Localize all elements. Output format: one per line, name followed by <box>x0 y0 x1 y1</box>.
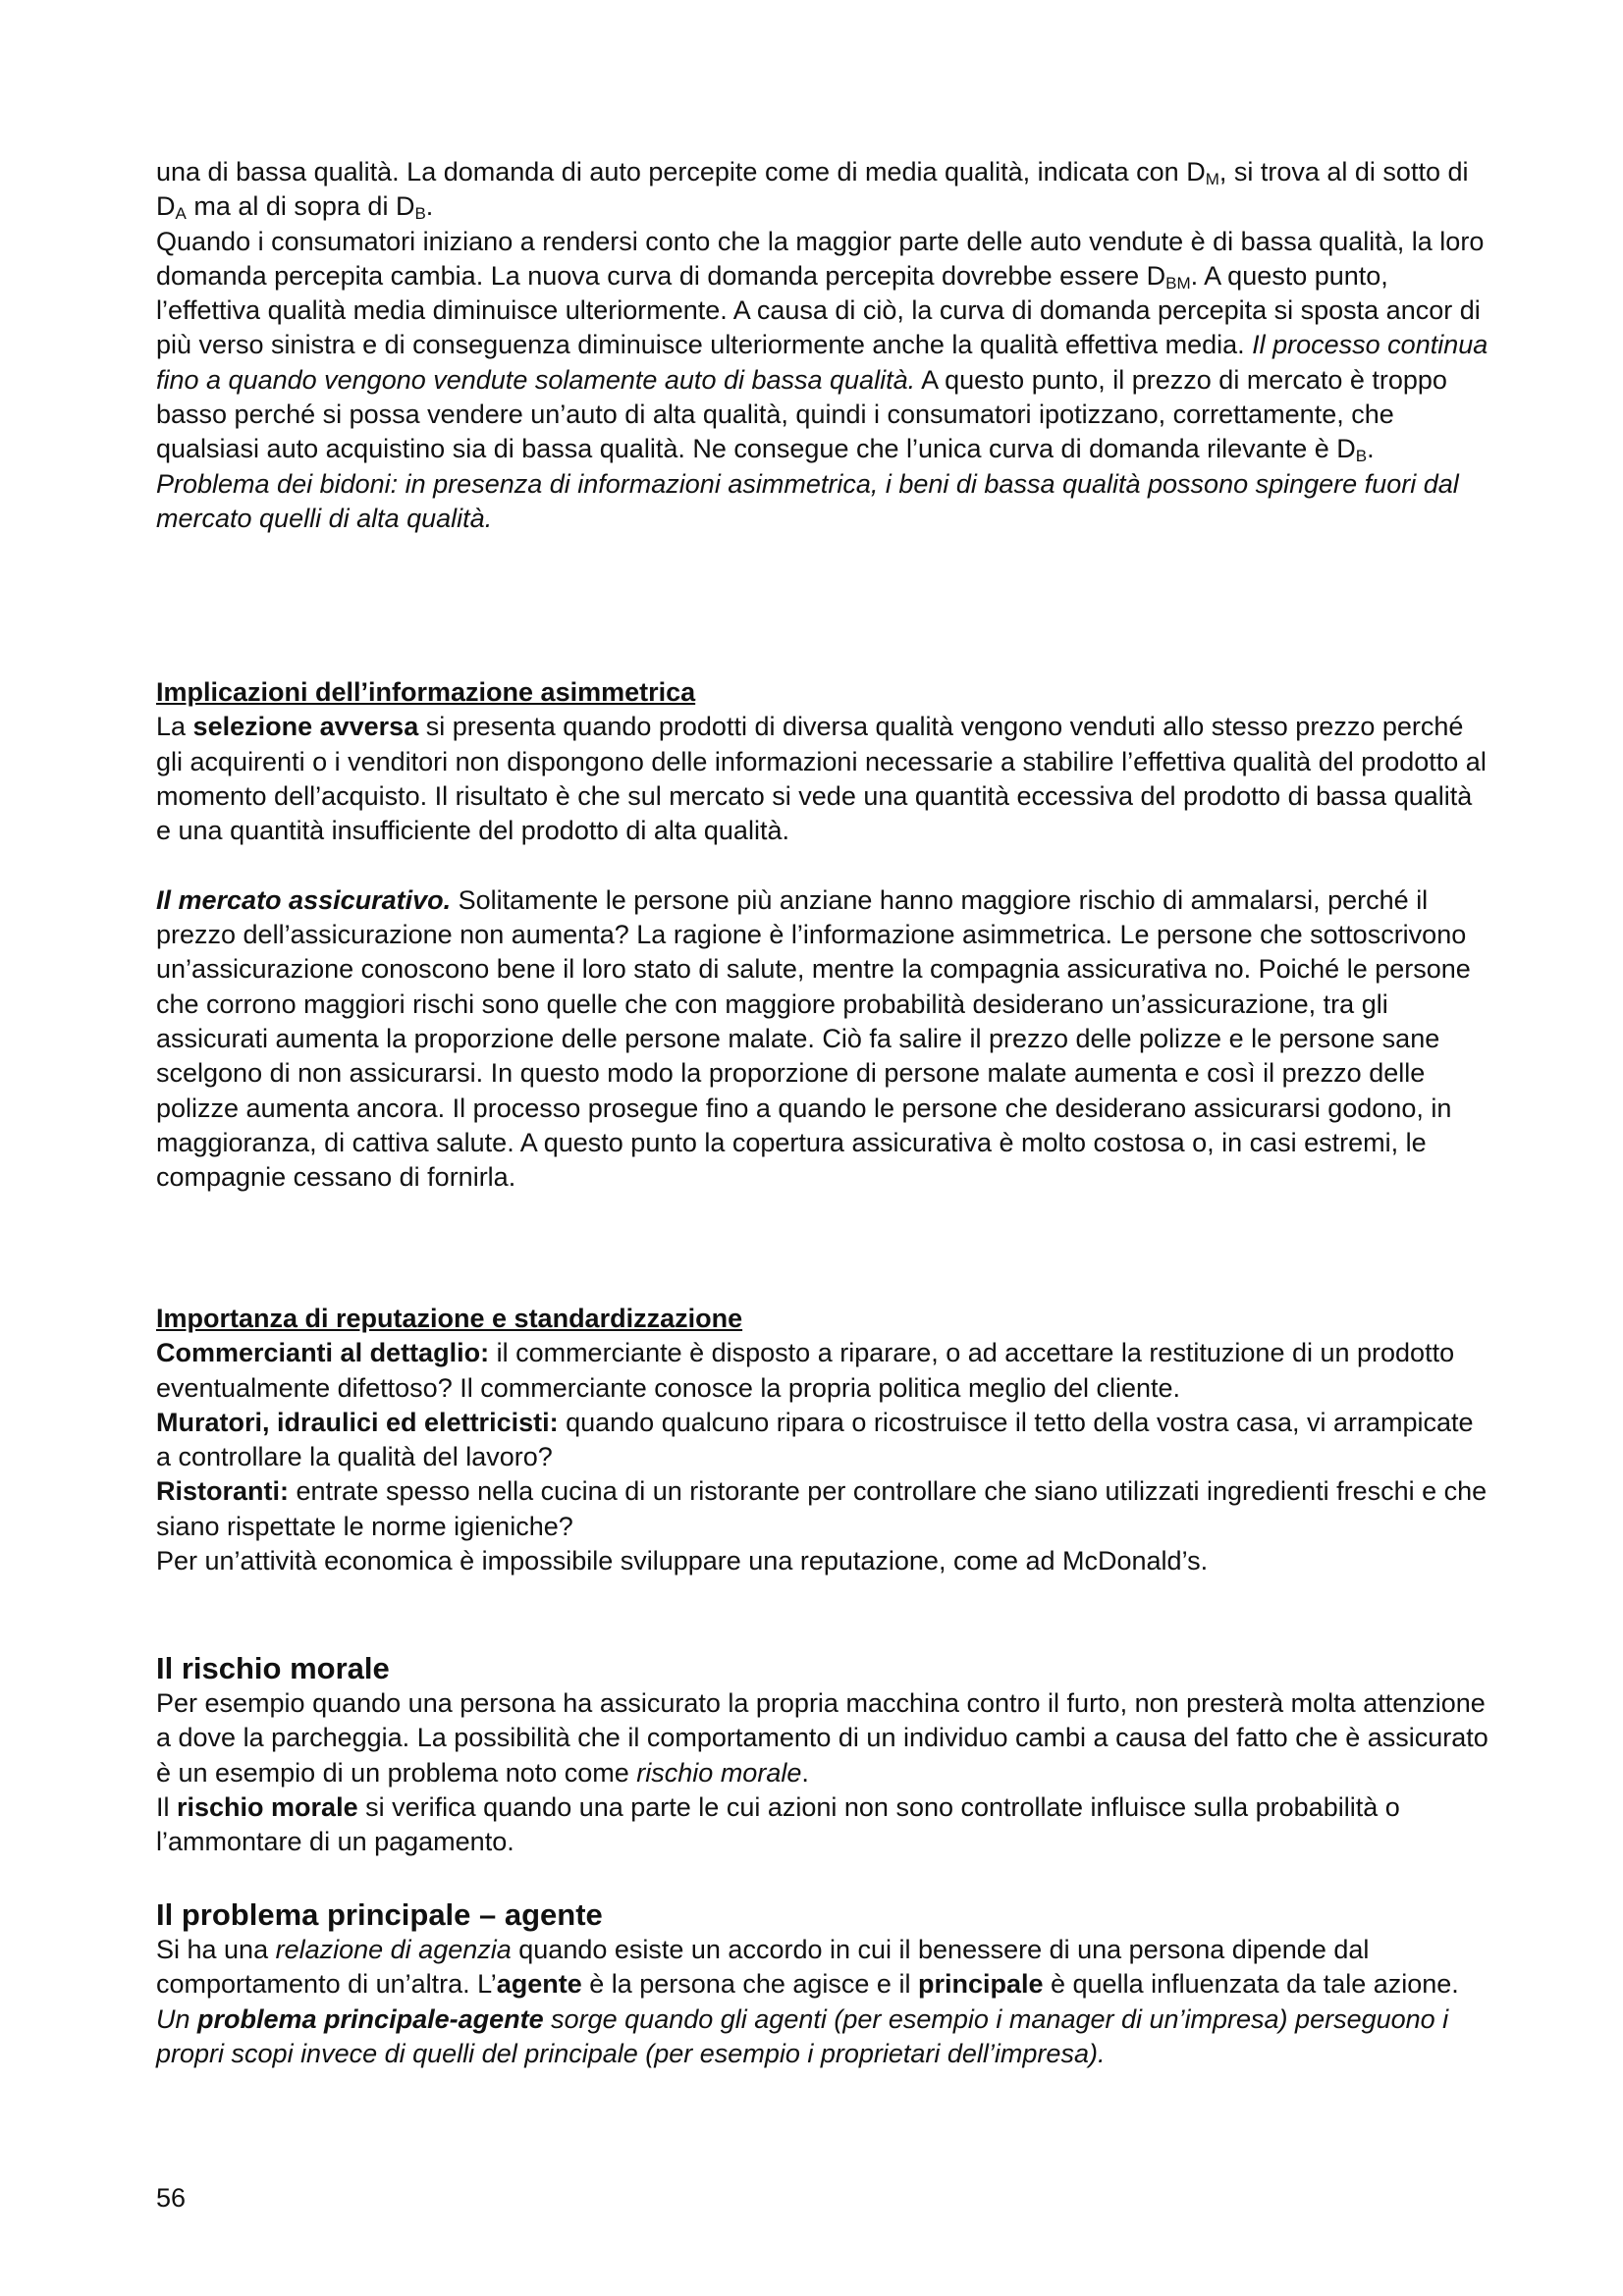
paragraph <box>156 155 1493 225</box>
text: Per esempio quando una persona ha assicurato la propria macchina contro il furto, non presterà molta attenzione a dove la parcheggia. La possibilità che il comportamento di un individuo cambi a causa del fatto che è assicurato è un esempio di un problema noto come <box>156 1688 1488 1788</box>
text: una di bassa qualità. La domanda di auto percepite come di media qualità, indicata con D <box>156 157 1206 187</box>
bold-text: principale <box>917 1969 1044 2000</box>
paragraph <box>156 1686 1493 1790</box>
text: . A questo punto, l’effettiva qualità media diminuisce ulteriormente. A causa di ciò, la curva di domanda percepita si sposta ancor di più verso sinistra e di conseguenza diminuisce ulteriormente anche la qualità effettiva media. <box>156 260 1481 360</box>
section-principal-agent <box>156 1897 1493 2071</box>
text: è la persona che agisce e il <box>581 1969 918 2000</box>
text: è quella influenzata da tale azione. <box>1043 1969 1459 2000</box>
bold-text: Ristoranti: <box>156 1476 289 1507</box>
bold-text: Muratori, idraulici ed elettricisti: <box>156 1407 559 1437</box>
subscript: M <box>1205 170 1219 188</box>
section-asymmetric-info <box>156 675 1493 1195</box>
bold-text: agente <box>496 1969 582 2000</box>
bold-italic-text: Il mercato assicurativo. <box>156 884 452 915</box>
section-heading: Importanza di reputazione e standardizzazione <box>156 1304 743 1333</box>
text: . <box>1367 434 1375 464</box>
italic-text: Problema dei bidoni: in presenza di informazioni asimmetrica, i beni di bassa qualità possono spingere fuori dal mercato quelli di alta qualità. <box>156 468 1459 533</box>
subscript: A <box>175 204 187 224</box>
paragraph <box>156 883 1493 1196</box>
section-lemons <box>156 155 1493 536</box>
text: quando qualcuno ripara o ricostruisce il tetto della vostra casa, vi arrampicate a controllare la qualità del lavoro? <box>156 1407 1474 1472</box>
paragraph <box>156 710 1493 848</box>
section-moral-hazard <box>156 1651 1493 1859</box>
text: il commerciante è disposto a riparare, o ad accettare la restituzione di un prodotto eventualmente difettoso? Il commerciante conosce la propria politica meglio del cliente. <box>156 1338 1455 1403</box>
text: si presenta quando prodotti di diversa qualità vengono venduti allo stesso prezzo perché gli acquirenti o i venditori non dispongono delle informazioni necessarie a stabilire l’effettiva qualità del prodotto al momento dell’acquisto. Il risultato è che sul mercato si vede una quantità eccessiva del prodotto di bassa qualità e una quantità insufficiente del prodotto di alta qualità. <box>156 712 1487 846</box>
text: Quando i consumatori iniziano a rendersi conto che la maggior parte delle auto vendute è di bassa qualità, la loro domanda percepita cambia. La nuova curva di domanda percepita dovrebbe essere D <box>156 226 1485 291</box>
page-number: 56 <box>156 2183 187 2213</box>
italic-text: rischio morale <box>636 1757 802 1788</box>
bold-text: rischio morale <box>177 1791 358 1822</box>
italic-text: Il processo continua fino a quando vengono vendute solamente auto di bassa qualità. <box>156 330 1488 395</box>
text: , si trova al di sotto di D <box>156 157 1469 222</box>
subscript: B <box>414 204 426 224</box>
paragraph <box>156 1336 1493 1406</box>
text: . <box>425 191 434 222</box>
section-heading: Il rischio morale <box>156 1651 390 1685</box>
paragraph <box>156 1790 1493 1860</box>
subscript: B <box>1355 447 1368 466</box>
section-heading: Implicazioni dell’informazione asimmetrica <box>156 677 696 707</box>
section-heading: Il problema principale – agente <box>156 1897 603 1932</box>
bold-italic-text: problema principale-agente <box>197 2003 544 2034</box>
paragraph <box>156 225 1493 467</box>
italic-text: sorge quando gli agenti (per esempio i manager di un’impresa) perseguono i propri scopi invece di quelli del principale (per esempio i proprietari dell’impresa). <box>156 2003 1449 2068</box>
text: La <box>156 712 193 742</box>
bold-text: Commercianti al dettaglio: <box>156 1338 490 1368</box>
text: Si ha una <box>156 1935 276 1964</box>
bold-text: selezione avversa <box>192 712 419 742</box>
text: . <box>801 1757 809 1788</box>
paragraph: Per un’attività economica è impossibile sviluppare una reputazione, come ad McDonald’s. <box>156 1546 1209 1576</box>
subscript: BM <box>1165 273 1191 293</box>
italic-text: relazione di agenzia <box>275 1935 512 1964</box>
section-reputation <box>156 1302 1493 1578</box>
text: entrate spesso nella cucina di un ristorante per controllare che siano utilizzati ingredienti freschi e che siano rispettate le norme igieniche? <box>156 1476 1488 1541</box>
italic-text: Un <box>156 2003 198 2034</box>
text: si verifica quando una parte le cui azioni non sono controllate influisce sulla probabilità o l’ammontare di un pagamento. <box>156 1791 1400 1857</box>
paragraph <box>156 1933 1493 2071</box>
text: A questo punto, il prezzo di mercato è troppo basso perché si possa vendere un’auto di alta qualità, quindi i consumatori ipotizzano, correttamente, che qualsiasi auto acquistino sia di bassa qualità. Ne consegue che l’unica curva di domanda rilevante è D <box>156 364 1447 464</box>
text: quando esiste un accordo in cui il benessere di una persona dipende dal comportamento di un’altra. L’ <box>156 1935 1370 2000</box>
text: ma al di sopra di D <box>186 191 415 222</box>
paragraph <box>156 1406 1493 1475</box>
text: Solitamente le persone più anziane hanno maggiore rischio di ammalarsi, perché il prezzo dell’assicurazione non aumenta? La ragione è l’informazione asimmetrica. Le persone che sottoscrivono un’assicurazione conoscono bene il loro stato di salute, mentre la compagnia assicurativa no. Poiché le persone che corrono maggiori rischi sono quelle che con maggiore probabilità desiderano un’assicurazione, tra gli assicurati aumenta la proporzione delle persone malate. Ciò fa salire il prezzo delle polizze e le persone sane scelgono di non assicurarsi. In questo modo la proporzione di persone malate aumenta e così il prezzo delle polizze aumenta ancora. Il processo prosegue fino a quando le persone che desiderano assicurarsi godono, in maggioranza, di cattiva salute. A questo punto la copertura assicurativa è molto costosa o, in casi estremi, le compagnie cessano di fornirla. <box>156 884 1471 1193</box>
lemons-definition <box>156 467 1493 537</box>
text: Il <box>156 1791 178 1822</box>
paragraph <box>156 1474 1493 1544</box>
